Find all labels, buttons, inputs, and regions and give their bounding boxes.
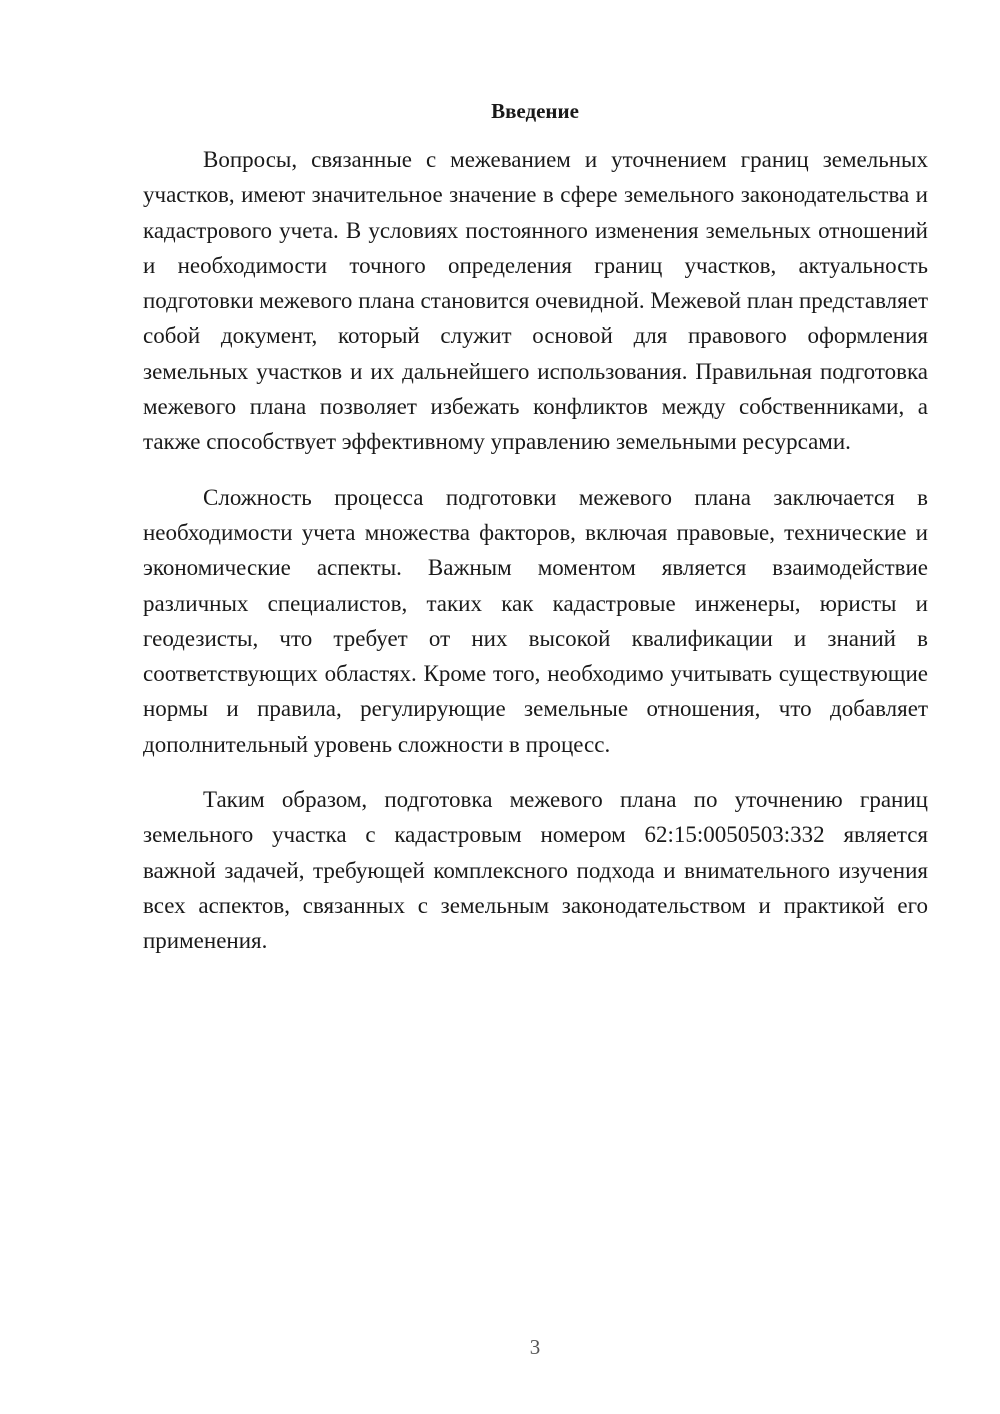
paragraph-1: Вопросы, связанные с межеванием и уточнением границ земельных участков, имеют значительное значение в сфере земельного законодательства и кадастрового учета. В условиях постоянного изменения земельных отношений и необходимости точного определения границ участков, актуальность подготовки межевого плана становится очевидной. Межевой план представляет собой документ, который служит основой для правового оформления земельных участков и их дальнейшего использования. Правильная подготовка межевого плана позволяет избежать конфликтов между собственниками, а также способствует эффективному управлению земельными ресурсами. (143, 147, 928, 455)
section-heading: Введение (491, 99, 579, 123)
paragraph-2: Сложность процесса подготовки межевого плана заключается в необходимости учета множества факторов, включая правовые, технические и экономические аспекты. Важным моментом является взаимодействие различных специалистов, таких как кадастровые инженеры, юристы и геодезисты, что требует от них высокой квалификации и знаний в соответствующих областях. Кроме того, необходимо учитывать существующие нормы и правила, регулирующие земельные отношения, что добавляет дополнительный уровень сложности в процесс. (143, 484, 928, 757)
paragraph-3: Таким образом, подготовка межевого плана по уточнению границ земельного участка с кадастровым номером 62:15:0050503:332 является важной задачей, требующей комплексного подхода и внимательного изучения всех аспектов, связанных с земельным законодательством и практикой его применения. (143, 787, 928, 954)
body-text (143, 142, 928, 979)
page-number: 3 (529, 1335, 541, 1359)
